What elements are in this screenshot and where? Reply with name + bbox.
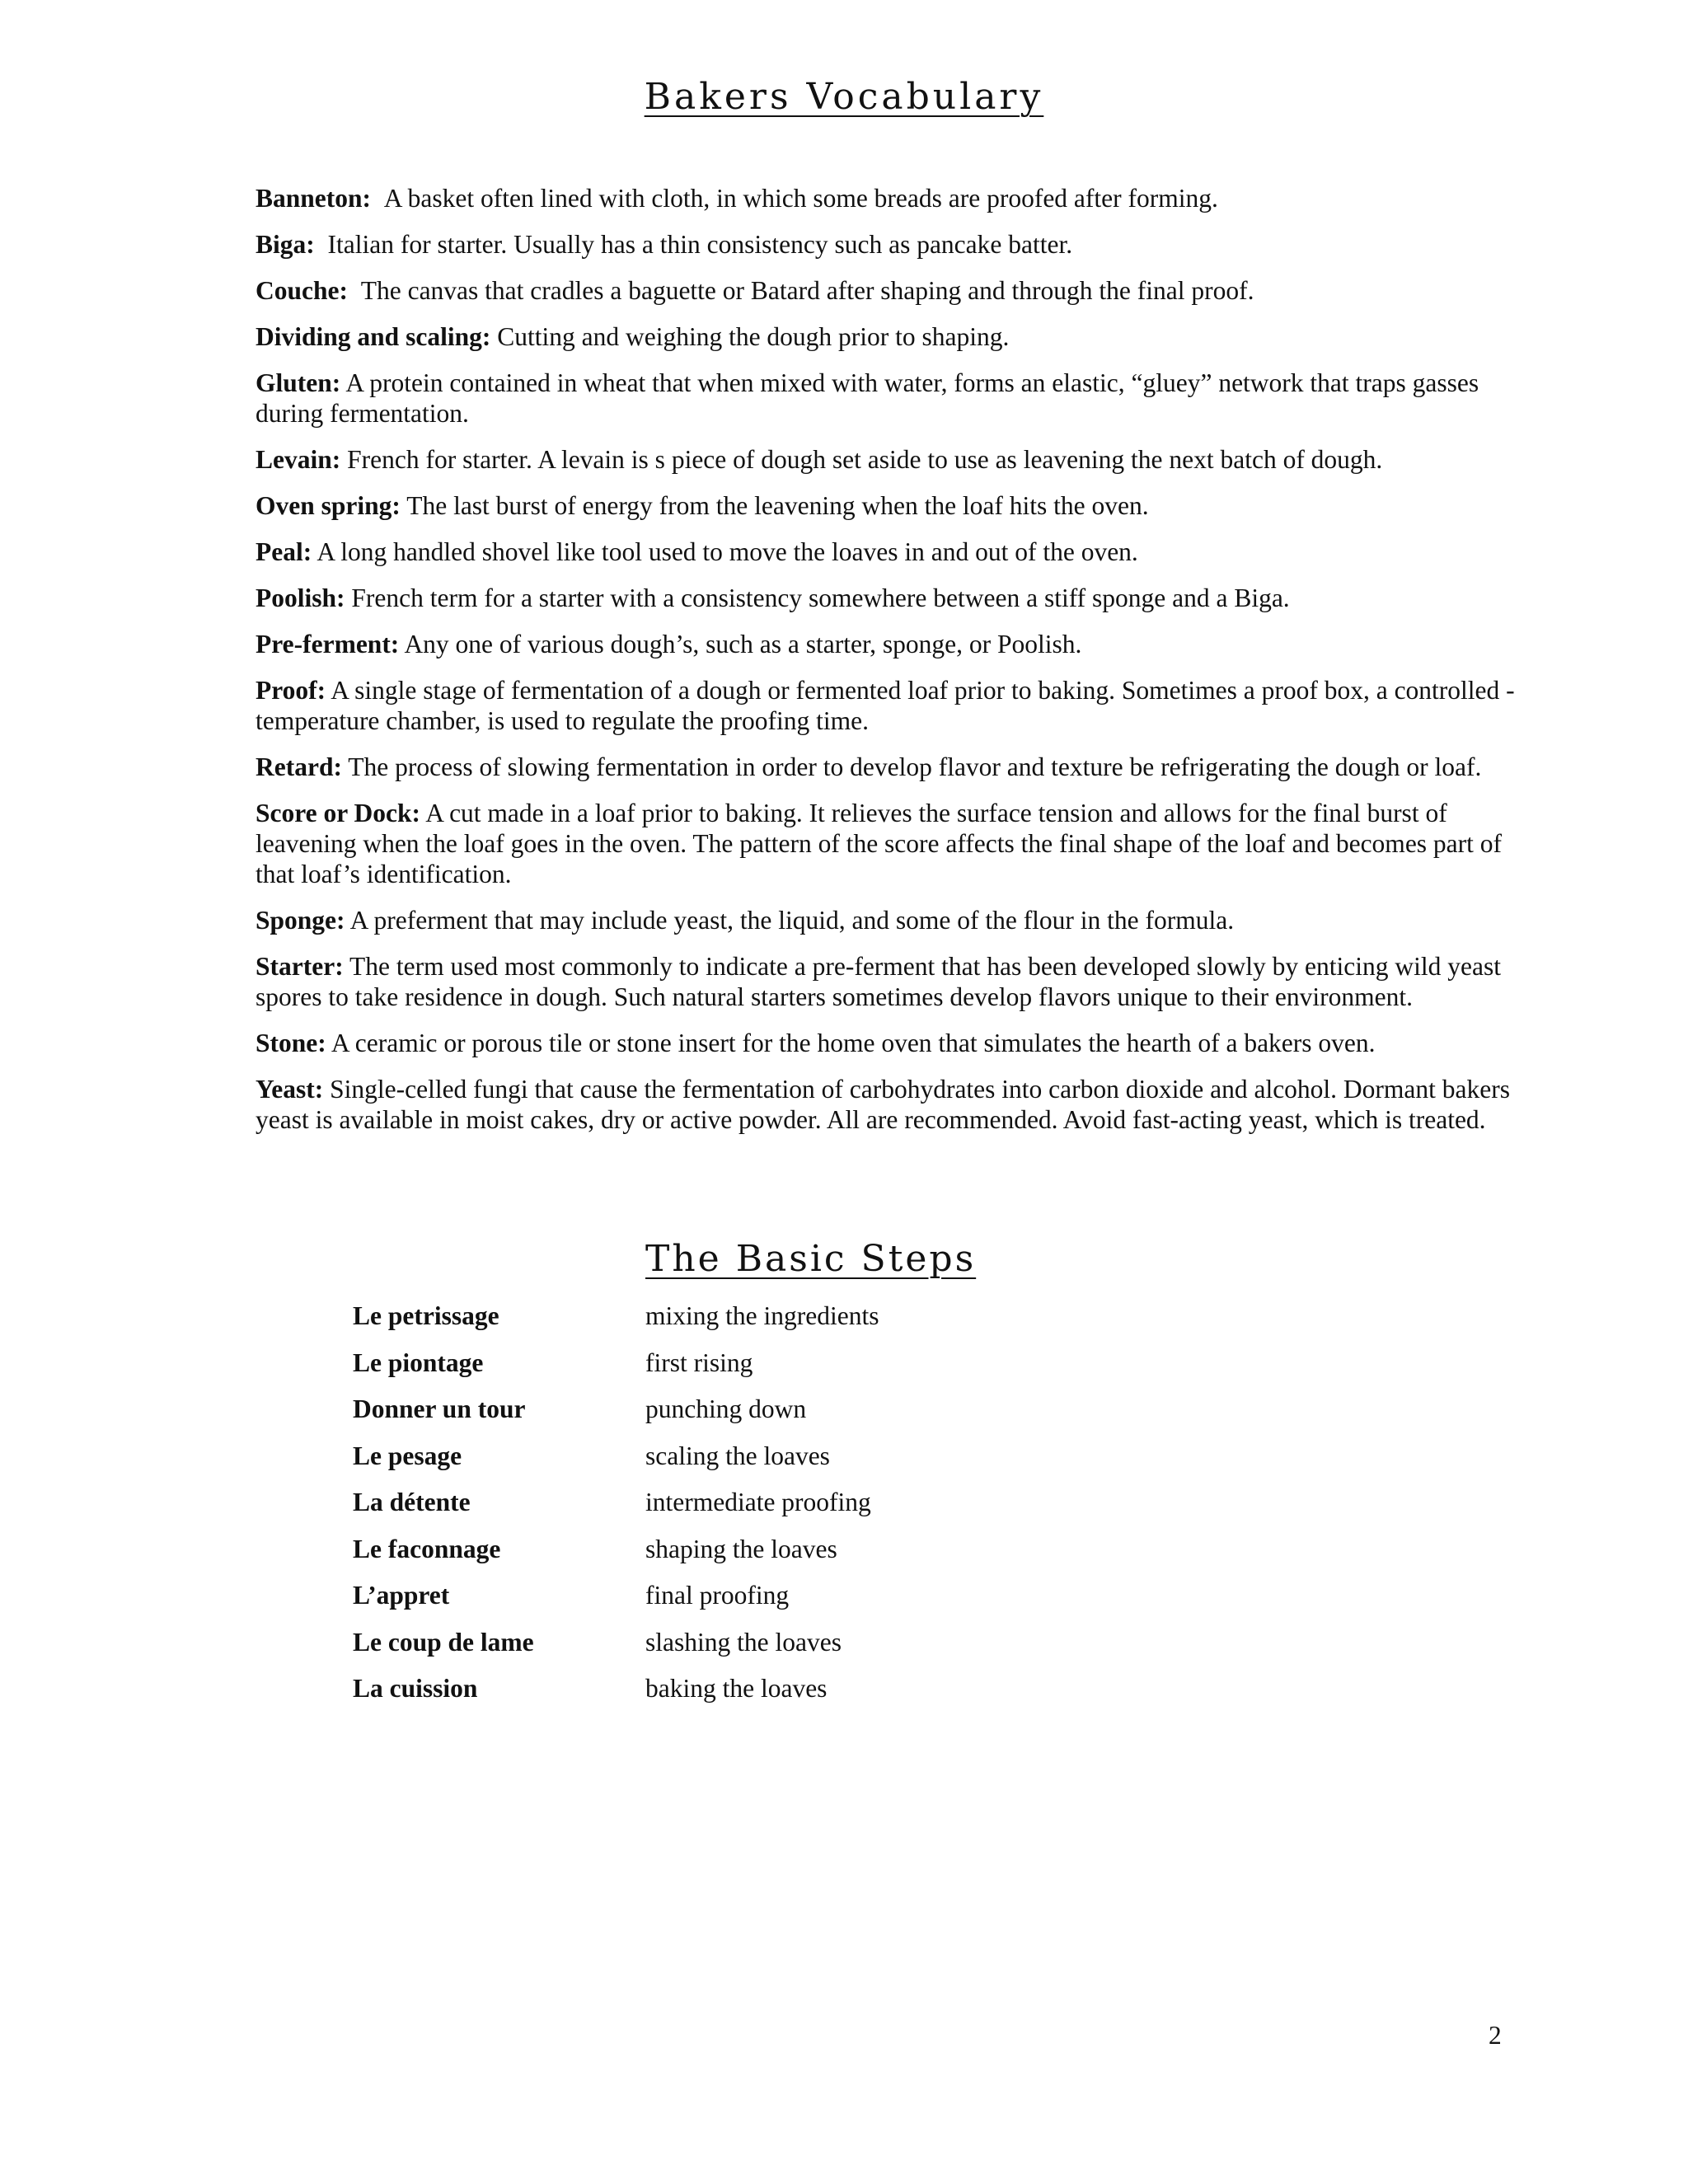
step-term: Le coup de lame bbox=[353, 1627, 534, 1657]
vocabulary-term: Dividing and scaling: bbox=[256, 322, 491, 351]
step-description: final proofing bbox=[645, 1581, 790, 1610]
vocabulary-definition: A protein contained in wheat that when mixed with water, forms an elastic, “gluey” network that traps gasses during fermentation. bbox=[256, 368, 1479, 428]
step-term: L’appret bbox=[353, 1581, 450, 1610]
vocabulary-term: Biga: bbox=[256, 230, 315, 259]
step-description: baking the loaves bbox=[645, 1674, 828, 1703]
vocabulary-term: Levain: bbox=[256, 445, 341, 474]
vocabulary-entry bbox=[256, 675, 1517, 736]
page-title bbox=[0, 76, 1688, 120]
vocabulary-entry bbox=[256, 183, 1517, 213]
vocabulary-entry bbox=[256, 368, 1517, 429]
vocabulary-definition: Italian for starter. Usually has a thin consistency such as pancake batter. bbox=[327, 230, 1073, 259]
vocabulary-definition: A preferment that may include yeast, the liquid, and some of the flour in the formula. bbox=[349, 906, 1235, 935]
step-description: slashing the loaves bbox=[645, 1627, 842, 1657]
step-description: first rising bbox=[645, 1347, 753, 1377]
step-row bbox=[353, 1487, 879, 1534]
step-term: Le petrissage bbox=[353, 1301, 499, 1330]
step-description: mixing the ingredients bbox=[645, 1301, 879, 1330]
vocabulary-entry bbox=[256, 537, 1517, 567]
step-term: Donner un tour bbox=[353, 1394, 526, 1423]
vocabulary-term: Peal: bbox=[256, 537, 312, 566]
vocabulary-entry bbox=[256, 490, 1517, 521]
step-term: Le pesage bbox=[353, 1441, 462, 1470]
vocabulary-term: Sponge: bbox=[256, 906, 345, 935]
vocabulary-term: Retard: bbox=[256, 752, 342, 781]
vocabulary-entry bbox=[256, 1074, 1517, 1135]
vocabulary-entry bbox=[256, 629, 1517, 659]
vocabulary-definition: A long handled shovel like tool used to move the loaves in and out of the oven. bbox=[316, 537, 1138, 566]
step-term: Le piontage bbox=[353, 1347, 484, 1377]
vocabulary-term: Stone: bbox=[256, 1029, 326, 1057]
vocabulary-term: Proof: bbox=[256, 676, 326, 705]
vocabulary-definition: A basket often lined with cloth, in which some breads are proofed after forming. bbox=[383, 184, 1218, 213]
vocabulary-term: Banneton: bbox=[256, 184, 372, 213]
vocabulary-list bbox=[256, 183, 1517, 1151]
step-row bbox=[353, 1627, 879, 1674]
vocabulary-entry bbox=[256, 275, 1517, 306]
vocabulary-entry bbox=[256, 905, 1517, 935]
vocabulary-definition: The term used most commonly to indicate a pre-ferment that has been developed slowly by enticing wild yeast spores to take residence in dough. Such natural starters sometimes develop flavors unique to their environment. bbox=[256, 952, 1501, 1011]
vocabulary-definition: The canvas that cradles a baguette or Batard after shaping and through the final proof. bbox=[360, 276, 1254, 305]
vocabulary-definition: A cut made in a loaf prior to baking. It relieves the surface tension and allows for the final burst of leavening when the loaf goes in the oven. The pattern of the score affects the final shape of the loaf and becomes part of that loaf’s identification. bbox=[256, 799, 1503, 888]
vocabulary-term: Poolish: bbox=[256, 583, 345, 612]
vocabulary-term: Couche: bbox=[256, 276, 348, 305]
vocabulary-definition: Single-celled fungi that cause the fermentation of carbohydrates into carbon dioxide and alcohol. Dormant bakers yeast is available in moist cakes, dry or active powder. All are recommended. Avoid fast-acting yeast, which is treated. bbox=[256, 1075, 1510, 1134]
vocabulary-entry bbox=[256, 752, 1517, 782]
vocabulary-entry bbox=[256, 321, 1517, 352]
vocabulary-definition: A ceramic or porous tile or stone insert for the home oven that simulates the hearth of a bakers oven. bbox=[331, 1029, 1376, 1057]
vocabulary-definition: Cutting and weighing the dough prior to shaping. bbox=[497, 322, 1010, 351]
step-description: punching down bbox=[645, 1394, 807, 1423]
basic-steps-list bbox=[353, 1301, 879, 1720]
steps-title-text: The Basic Steps bbox=[645, 1238, 977, 1280]
vocabulary-term: Pre-ferment: bbox=[256, 630, 400, 658]
step-row bbox=[353, 1301, 879, 1347]
step-description: shaping the loaves bbox=[645, 1534, 837, 1563]
vocabulary-entry bbox=[256, 583, 1517, 613]
step-row bbox=[353, 1673, 879, 1720]
vocabulary-term: Starter: bbox=[256, 952, 344, 981]
vocabulary-term: Oven spring: bbox=[256, 491, 401, 520]
vocabulary-term: Yeast: bbox=[256, 1075, 324, 1104]
steps-title bbox=[645, 1238, 976, 1282]
vocabulary-definition: French for starter. A levain is s piece of dough set aside to use as leavening the next batch of dough. bbox=[347, 445, 1383, 474]
step-row bbox=[353, 1580, 879, 1627]
step-row bbox=[353, 1534, 879, 1581]
vocabulary-definition: A single stage of fermentation of a dough or fermented loaf prior to baking. Sometimes a proof box, a controlled - temperature chamber, is used to regulate the proofing time. bbox=[256, 676, 1515, 735]
page-number: 2 bbox=[1489, 2021, 1502, 2050]
vocabulary-entry bbox=[256, 444, 1517, 475]
step-row bbox=[353, 1394, 879, 1441]
vocabulary-entry bbox=[256, 798, 1517, 889]
step-term: Le faconnage bbox=[353, 1534, 501, 1563]
vocabulary-definition: The last burst of energy from the leavening when the loaf hits the oven. bbox=[406, 491, 1149, 520]
vocabulary-definition: The process of slowing fermentation in order to develop flavor and texture be refrigerating the dough or loaf. bbox=[348, 752, 1482, 781]
step-description: scaling the loaves bbox=[645, 1441, 830, 1470]
page-title-text: Bakers Vocabulary bbox=[644, 76, 1044, 118]
vocabulary-term: Gluten: bbox=[256, 368, 341, 397]
vocabulary-entry bbox=[256, 229, 1517, 260]
step-row bbox=[353, 1347, 879, 1394]
vocabulary-entry bbox=[256, 1028, 1517, 1058]
step-row bbox=[353, 1441, 879, 1488]
vocabulary-definition: French term for a starter with a consistency somewhere between a stiff sponge and a Biga. bbox=[351, 583, 1290, 612]
step-description: intermediate proofing bbox=[645, 1488, 871, 1516]
step-term: La détente bbox=[353, 1488, 471, 1516]
vocabulary-definition: Any one of various dough’s, such as a starter, sponge, or Poolish. bbox=[404, 630, 1082, 658]
vocabulary-term: Score or Dock: bbox=[256, 799, 421, 827]
step-term: La cuission bbox=[353, 1674, 478, 1703]
vocabulary-entry bbox=[256, 951, 1517, 1012]
